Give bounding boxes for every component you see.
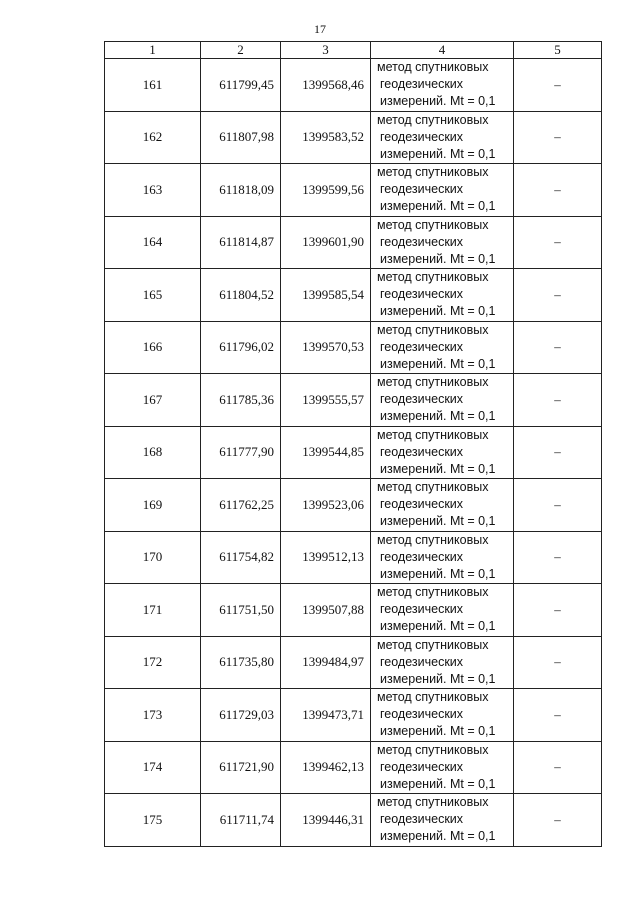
y-coordinate-cell: 1399473,71 bbox=[281, 689, 371, 742]
table-row bbox=[105, 741, 602, 794]
method-line-1: метод спутниковых bbox=[377, 795, 489, 810]
method-line-2: геодезических bbox=[380, 549, 464, 564]
note-cell: – bbox=[514, 689, 602, 742]
method-line-2: геодезических bbox=[380, 392, 464, 407]
method-line-2: геодезических bbox=[380, 812, 464, 827]
method-cell bbox=[371, 374, 514, 427]
method-line-2: геодезических bbox=[380, 497, 464, 512]
method-line-3: измерений. Mt = 0,1 bbox=[380, 409, 496, 424]
y-coordinate-cell: 1399544,85 bbox=[281, 426, 371, 479]
x-coordinate-cell: 611751,50 bbox=[201, 584, 281, 637]
method-cell bbox=[371, 741, 514, 794]
note-cell: – bbox=[514, 741, 602, 794]
table-row bbox=[105, 111, 602, 164]
method-line-3: измерений. Mt = 0,1 bbox=[380, 356, 496, 371]
x-coordinate-cell: 611711,74 bbox=[201, 794, 281, 847]
method-line-3: измерений. Mt = 0,1 bbox=[380, 199, 496, 214]
method-line-3: измерений. Mt = 0,1 bbox=[380, 724, 496, 739]
method-line-3: измерений. Mt = 0,1 bbox=[380, 514, 496, 529]
method-line-2: геодезических bbox=[380, 182, 464, 197]
y-coordinate-cell: 1399570,53 bbox=[281, 321, 371, 374]
table-row bbox=[105, 374, 602, 427]
table-row bbox=[105, 479, 602, 532]
method-cell bbox=[371, 269, 514, 322]
table-row bbox=[105, 426, 602, 479]
method-line-2: геодезических bbox=[380, 129, 464, 144]
note-cell: – bbox=[514, 426, 602, 479]
method-cell bbox=[371, 426, 514, 479]
x-coordinate-cell: 611735,80 bbox=[201, 636, 281, 689]
table-row bbox=[105, 794, 602, 847]
point-number-cell: 163 bbox=[105, 164, 201, 217]
method-line-1: метод спутниковых bbox=[377, 480, 489, 495]
method-cell bbox=[371, 794, 514, 847]
table-row bbox=[105, 216, 602, 269]
method-cell bbox=[371, 321, 514, 374]
method-line-2: геодезических bbox=[380, 707, 464, 722]
note-cell: – bbox=[514, 531, 602, 584]
x-coordinate-cell: 611814,87 bbox=[201, 216, 281, 269]
point-number-cell: 174 bbox=[105, 741, 201, 794]
method-line-1: метод спутниковых bbox=[377, 427, 489, 442]
note-cell: – bbox=[514, 164, 602, 217]
method-line-2: геодезических bbox=[380, 602, 464, 617]
table-row bbox=[105, 584, 602, 637]
x-coordinate-cell: 611804,52 bbox=[201, 269, 281, 322]
point-number-cell: 175 bbox=[105, 794, 201, 847]
table-row bbox=[105, 164, 602, 217]
x-coordinate-cell: 611762,25 bbox=[201, 479, 281, 532]
y-coordinate-cell: 1399585,54 bbox=[281, 269, 371, 322]
x-coordinate-cell: 611729,03 bbox=[201, 689, 281, 742]
point-number-cell: 168 bbox=[105, 426, 201, 479]
point-number-cell: 166 bbox=[105, 321, 201, 374]
method-line-3: измерений. Mt = 0,1 bbox=[380, 461, 496, 476]
x-coordinate-cell: 611799,45 bbox=[201, 59, 281, 112]
note-cell: – bbox=[514, 269, 602, 322]
note-cell: – bbox=[514, 584, 602, 637]
method-cell bbox=[371, 689, 514, 742]
method-line-2: геодезических bbox=[380, 444, 464, 459]
method-line-1: метод спутниковых bbox=[377, 217, 489, 232]
header-col-2: 2 bbox=[201, 42, 281, 59]
note-cell: – bbox=[514, 216, 602, 269]
note-cell: – bbox=[514, 59, 602, 112]
table-row bbox=[105, 689, 602, 742]
method-line-1: метод спутниковых bbox=[377, 375, 489, 390]
header-col-1: 1 bbox=[105, 42, 201, 59]
table-header-row bbox=[105, 42, 602, 59]
method-cell bbox=[371, 584, 514, 637]
table-row bbox=[105, 636, 602, 689]
method-line-1: метод спутниковых bbox=[377, 112, 489, 127]
method-line-3: измерений. Mt = 0,1 bbox=[380, 251, 496, 266]
method-cell bbox=[371, 164, 514, 217]
method-line-1: метод спутниковых bbox=[377, 585, 489, 600]
y-coordinate-cell: 1399507,88 bbox=[281, 584, 371, 637]
method-line-2: геодезических bbox=[380, 77, 464, 92]
method-line-2: геодезических bbox=[380, 287, 464, 302]
x-coordinate-cell: 611785,36 bbox=[201, 374, 281, 427]
y-coordinate-cell: 1399555,57 bbox=[281, 374, 371, 427]
point-number-cell: 161 bbox=[105, 59, 201, 112]
y-coordinate-cell: 1399462,13 bbox=[281, 741, 371, 794]
note-cell: – bbox=[514, 479, 602, 532]
y-coordinate-cell: 1399446,31 bbox=[281, 794, 371, 847]
x-coordinate-cell: 611796,02 bbox=[201, 321, 281, 374]
method-line-3: измерений. Mt = 0,1 bbox=[380, 829, 496, 844]
method-line-1: метод спутниковых bbox=[377, 270, 489, 285]
x-coordinate-cell: 611754,82 bbox=[201, 531, 281, 584]
method-line-3: измерений. Mt = 0,1 bbox=[380, 146, 496, 161]
point-number-cell: 165 bbox=[105, 269, 201, 322]
y-coordinate-cell: 1399599,56 bbox=[281, 164, 371, 217]
point-number-cell: 173 bbox=[105, 689, 201, 742]
note-cell: – bbox=[514, 636, 602, 689]
note-cell: – bbox=[514, 111, 602, 164]
point-number-cell: 162 bbox=[105, 111, 201, 164]
x-coordinate-cell: 611818,09 bbox=[201, 164, 281, 217]
point-number-cell: 170 bbox=[105, 531, 201, 584]
method-line-3: измерений. Mt = 0,1 bbox=[380, 304, 496, 319]
method-line-1: метод спутниковых bbox=[377, 690, 489, 705]
method-line-3: измерений. Mt = 0,1 bbox=[380, 619, 496, 634]
method-line-3: измерений. Mt = 0,1 bbox=[380, 671, 496, 686]
point-number-cell: 164 bbox=[105, 216, 201, 269]
method-cell bbox=[371, 479, 514, 532]
point-number-cell: 172 bbox=[105, 636, 201, 689]
table-row bbox=[105, 59, 602, 112]
method-line-3: измерений. Mt = 0,1 bbox=[380, 94, 496, 109]
method-line-2: геодезических bbox=[380, 654, 464, 669]
page-number: 17 bbox=[314, 22, 326, 36]
method-line-1: метод спутниковых bbox=[377, 322, 489, 337]
note-cell: – bbox=[514, 321, 602, 374]
method-cell bbox=[371, 531, 514, 584]
method-cell bbox=[371, 111, 514, 164]
method-line-1: метод спутниковых bbox=[377, 165, 489, 180]
y-coordinate-cell: 1399484,97 bbox=[281, 636, 371, 689]
y-coordinate-cell: 1399523,06 bbox=[281, 479, 371, 532]
method-line-1: метод спутниковых bbox=[377, 742, 489, 757]
method-cell bbox=[371, 216, 514, 269]
table-row bbox=[105, 321, 602, 374]
y-coordinate-cell: 1399568,46 bbox=[281, 59, 371, 112]
method-line-1: метод спутниковых bbox=[377, 532, 489, 547]
header-col-4: 4 bbox=[371, 42, 514, 59]
method-line-2: геодезических bbox=[380, 234, 464, 249]
method-line-2: геодезических bbox=[380, 339, 464, 354]
y-coordinate-cell: 1399583,52 bbox=[281, 111, 371, 164]
point-number-cell: 169 bbox=[105, 479, 201, 532]
note-cell: – bbox=[514, 374, 602, 427]
method-line-2: геодезических bbox=[380, 759, 464, 774]
method-cell bbox=[371, 59, 514, 112]
x-coordinate-cell: 611807,98 bbox=[201, 111, 281, 164]
method-line-3: измерений. Mt = 0,1 bbox=[380, 776, 496, 791]
y-coordinate-cell: 1399512,13 bbox=[281, 531, 371, 584]
x-coordinate-cell: 611721,90 bbox=[201, 741, 281, 794]
method-line-3: измерений. Mt = 0,1 bbox=[380, 566, 496, 581]
point-number-cell: 167 bbox=[105, 374, 201, 427]
method-line-1: метод спутниковых bbox=[377, 60, 489, 75]
method-line-1: метод спутниковых bbox=[377, 637, 489, 652]
y-coordinate-cell: 1399601,90 bbox=[281, 216, 371, 269]
coordinates-table bbox=[104, 41, 602, 847]
header-col-5: 5 bbox=[514, 42, 602, 59]
note-cell: – bbox=[514, 794, 602, 847]
table-row bbox=[105, 269, 602, 322]
table-row bbox=[105, 531, 602, 584]
point-number-cell: 171 bbox=[105, 584, 201, 637]
method-cell bbox=[371, 636, 514, 689]
header-col-3: 3 bbox=[281, 42, 371, 59]
x-coordinate-cell: 611777,90 bbox=[201, 426, 281, 479]
